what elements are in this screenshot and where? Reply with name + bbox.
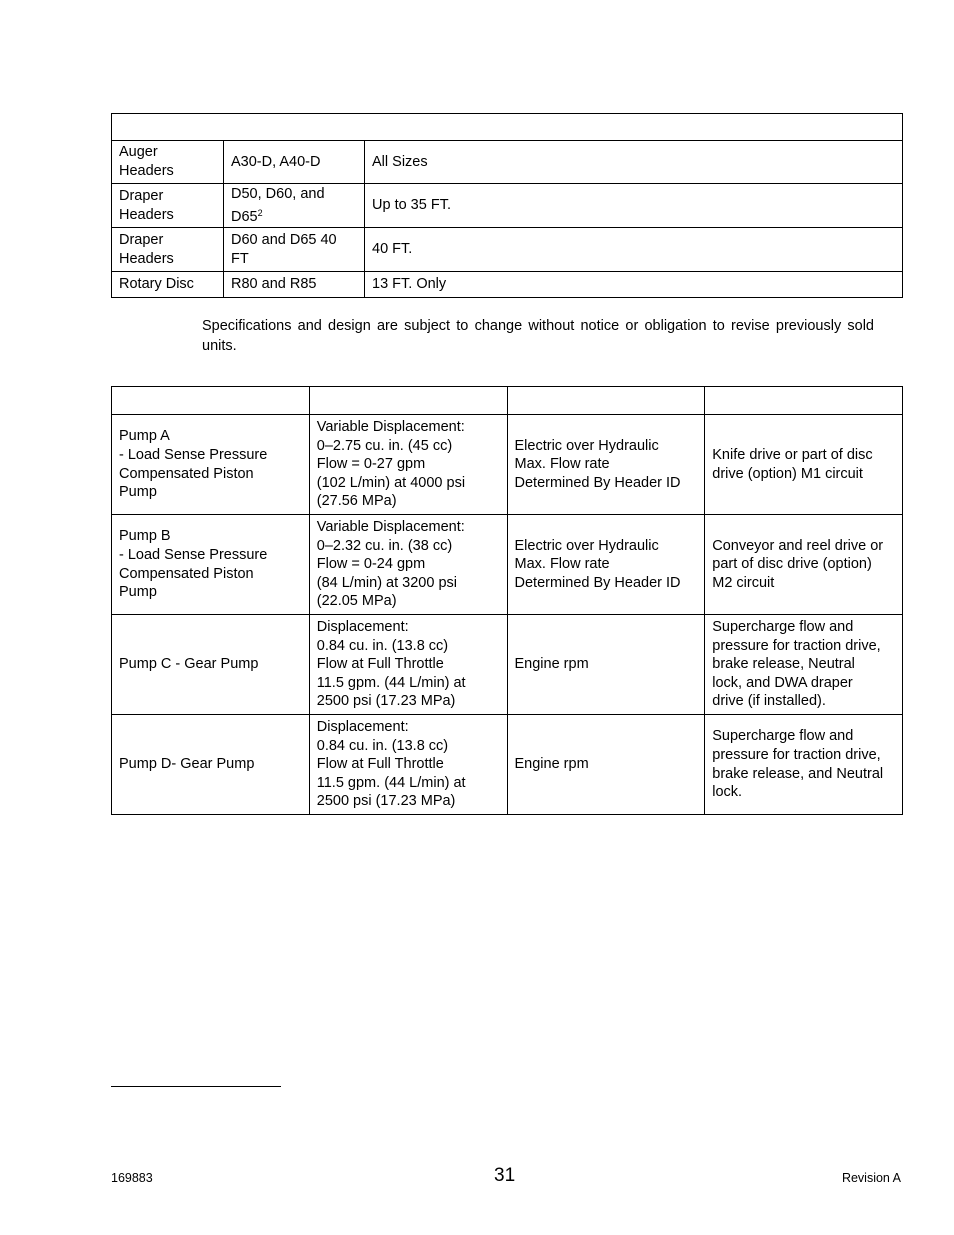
pump-function-cell: Supercharge flow and pressure for traction drive, brake release, Neutral lock, and DWA draper drive (if installed). [705, 615, 903, 715]
pump-function-cell: Conveyor and reel drive or part of disc drive (option) M2 circuit [705, 515, 903, 615]
header-type-cell: Draper Headers [112, 228, 224, 272]
pump-control-cell: Electric over Hydraulic Max. Flow rate Determined By Header ID [507, 415, 705, 515]
document-number: 169883 [111, 1171, 153, 1185]
pump-displacement-cell: Variable Displacement: 0–2.75 cu. in. (45 cc) Flow = 0-27 gpm (102 L/min) at 4000 psi (27.56 MPa) [309, 415, 507, 515]
pump-function-cell: Knife drive or part of disc drive (option) M1 circuit [705, 415, 903, 515]
pump-name-cell: Pump C - Gear Pump [112, 615, 310, 715]
pump-displacement-cell: Variable Displacement: 0–2.32 cu. in. (38 cc) Flow = 0-24 gpm (84 L/min) at 3200 psi (22.05 MPa) [309, 515, 507, 615]
header-sizes-cell: Up to 35 FT. [365, 184, 903, 228]
header-type-cell: Draper Headers [112, 184, 224, 228]
table-row [112, 615, 903, 715]
revision-label: Revision A [841, 1171, 901, 1185]
table-row [112, 141, 903, 184]
column-header [705, 387, 903, 415]
table-row [112, 515, 903, 615]
pump-name-cell: Pump B - Load Sense Pressure Compensated Piston Pump [112, 515, 310, 615]
header-sizes-cell: 40 FT. [365, 228, 903, 272]
pump-control-cell: Engine rpm [507, 715, 705, 815]
column-header [112, 387, 310, 415]
table-row [112, 184, 903, 228]
header-models-cell: D60 and D65 40 FT [224, 228, 365, 272]
footnote-divider [111, 1086, 281, 1087]
header-models-cell: R80 and R85 [224, 272, 365, 298]
header-models-text: D50, D60, and D65 [231, 185, 325, 225]
header-models-cell: A30-D, A40-D [224, 141, 365, 184]
pump-control-cell: Electric over Hydraulic Max. Flow rate Determined By Header ID [507, 515, 705, 615]
header-compatibility-table [111, 113, 903, 298]
table-row [112, 415, 903, 515]
pump-name-cell: Pump A - Load Sense Pressure Compensated Piston Pump [112, 415, 310, 515]
column-header [309, 387, 507, 415]
table-row [112, 715, 903, 815]
header-sizes-cell: All Sizes [365, 141, 903, 184]
column-header [507, 387, 705, 415]
hydraulic-pumps-table [111, 386, 903, 815]
specification-disclaimer: Specifications and design are subject to change without notice or obligation to revise previously sold units. [202, 318, 874, 354]
header-type-cell: Rotary Disc [112, 272, 224, 298]
pump-control-cell: Engine rpm [507, 615, 705, 715]
pump-function-cell: Supercharge flow and pressure for traction drive, brake release, and Neutral lock. [705, 715, 903, 815]
table-title-cell [112, 114, 903, 141]
table-row [112, 228, 903, 272]
header-models-cell [224, 184, 365, 228]
header-type-cell: Auger Headers [112, 141, 224, 184]
table-header-row [112, 114, 903, 141]
table-header-row [112, 387, 903, 415]
pump-displacement-cell: Displacement: 0.84 cu. in. (13.8 cc) Flow at Full Throttle 11.5 gpm. (44 L/min) at 2500 psi (17.23 MPa) [309, 615, 507, 715]
page-number: 31 [494, 1165, 516, 1186]
pump-displacement-cell: Displacement: 0.84 cu. in. (13.8 cc) Flow at Full Throttle 11.5 gpm. (44 L/min) at 2500 psi (17.23 MPa) [309, 715, 507, 815]
header-sizes-cell: 13 FT. Only [365, 272, 903, 298]
footnote-marker: 2 [257, 207, 263, 218]
table-row [112, 272, 903, 298]
pump-name-cell: Pump D- Gear Pump [112, 715, 310, 815]
